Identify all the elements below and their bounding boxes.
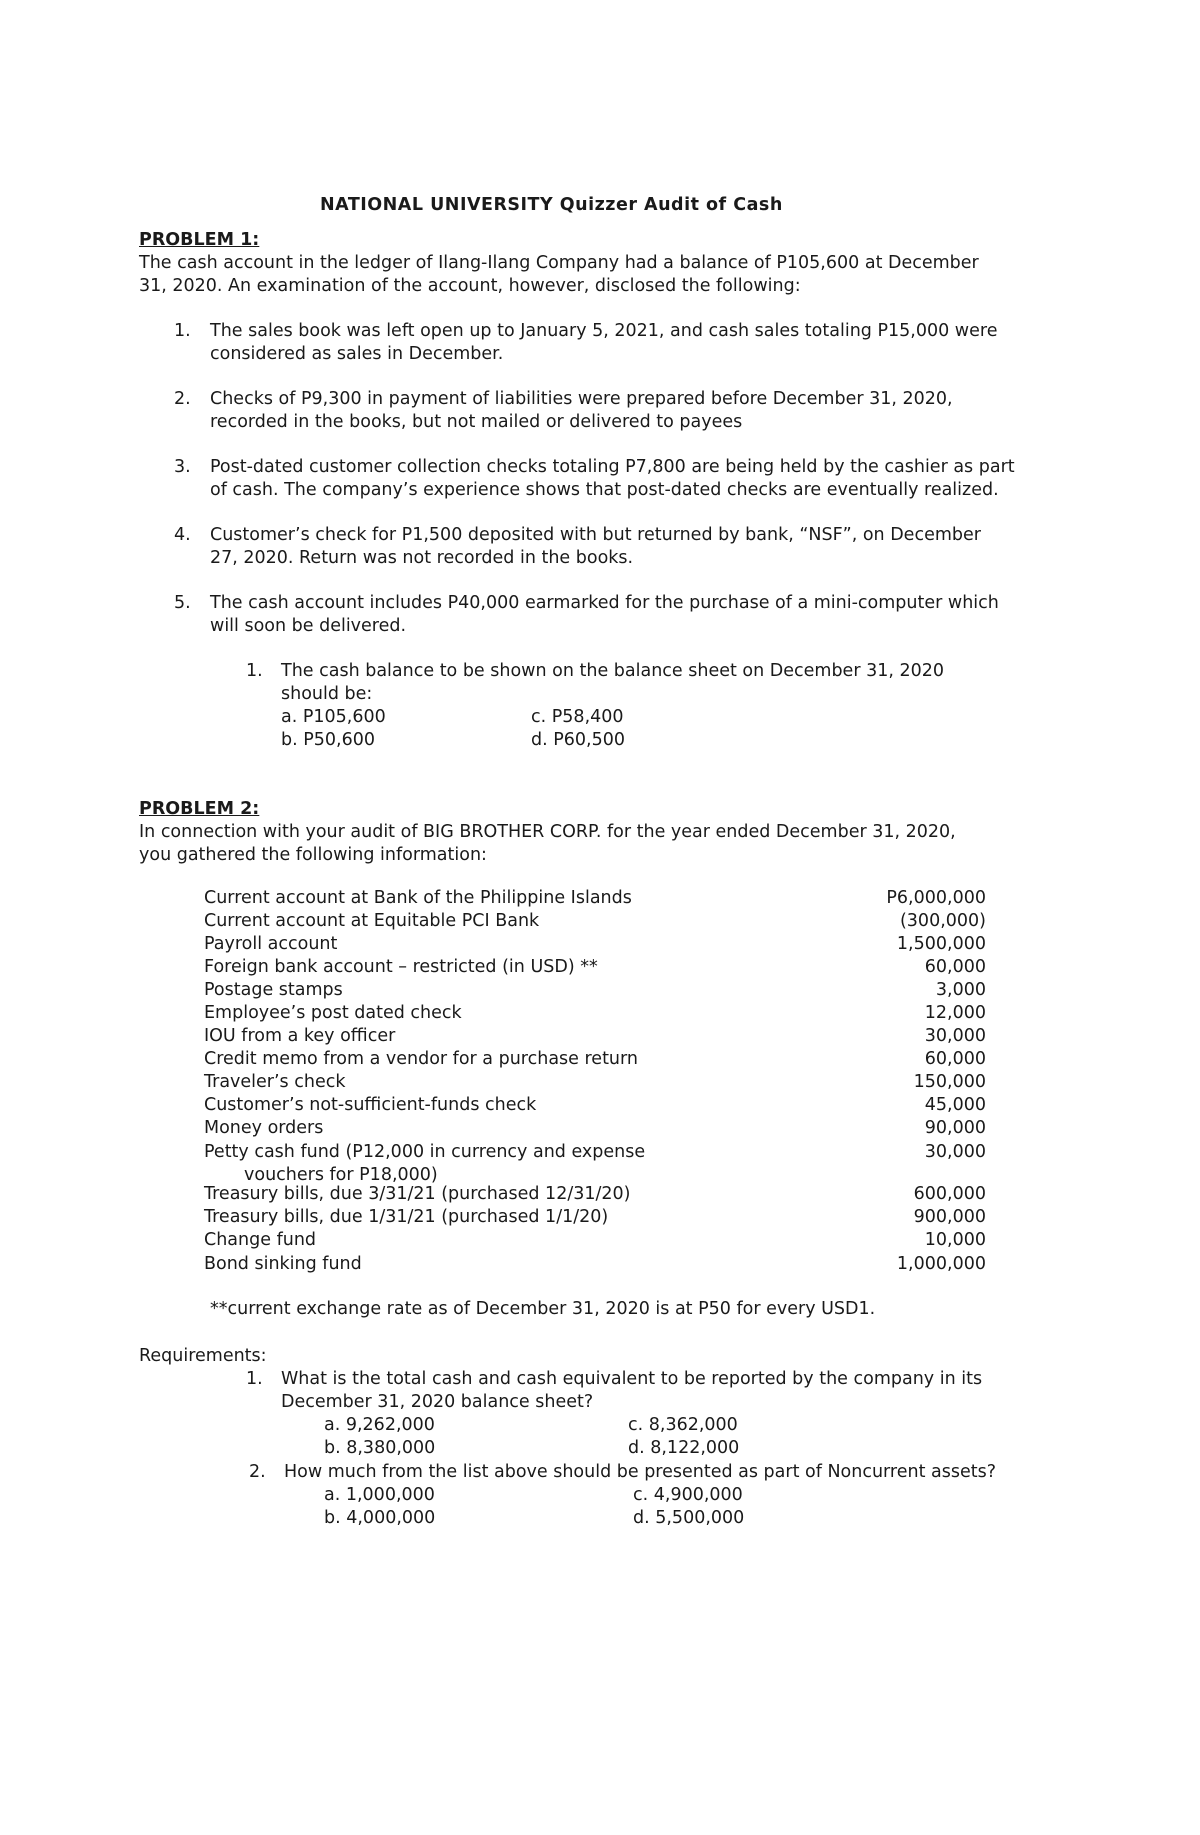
table-row-amount: 30,000 xyxy=(924,1026,986,1046)
item-text-line2: 27, 2020. Return was not recorded in the books. xyxy=(210,548,634,568)
item-text-line1: Customer’s check for P1,500 deposited with but returned by bank, “NSF”, on December xyxy=(210,525,981,545)
table-row-amount: 10,000 xyxy=(924,1230,986,1250)
item-text-line1: Post-dated customer collection checks totaling P7,800 are being held by the cashier as part xyxy=(210,457,1015,477)
item-text-line1: Checks of P9,300 in payment of liabilities were prepared before December 31, 2020, xyxy=(210,389,953,409)
choice-c: c. 4,900,000 xyxy=(633,1485,743,1505)
item-text-line2: will soon be delivered. xyxy=(210,616,407,636)
choice-a: a. P105,600 xyxy=(281,707,386,727)
table-row-label: Change fund xyxy=(204,1230,317,1250)
question-number: 1. xyxy=(246,661,263,681)
table-row-label: Credit memo from a vendor for a purchase return xyxy=(204,1049,638,1069)
problem2-intro-line1: In connection with your audit of BIG BROTHER CORP. for the year ended December 31, 2020, xyxy=(139,822,956,842)
item-number: 5. xyxy=(174,593,191,613)
table-row-label: Foreign bank account – restricted (in USD) ** xyxy=(204,957,598,977)
item-text-line2: recorded in the books, but not mailed or delivered to payees xyxy=(210,412,743,432)
footnote: **current exchange rate as of December 31, 2020 is at P50 for every USD1. xyxy=(210,1299,876,1319)
item-number: 4. xyxy=(174,525,191,545)
problem1-heading: PROBLEM 1: xyxy=(139,230,260,250)
table-row-amount: P6,000,000 xyxy=(886,888,986,908)
table-row-amount: 90,000 xyxy=(924,1118,986,1138)
problem2-heading: PROBLEM 2: xyxy=(139,799,260,819)
table-row-label: Current account at Bank of the Philippine Islands xyxy=(204,888,632,908)
question-number: 1. xyxy=(246,1369,263,1389)
page-title: NATIONAL UNIVERSITY Quizzer Audit of Cash xyxy=(320,195,783,215)
question-text-line2: should be: xyxy=(281,684,373,704)
table-row-label: Traveler’s check xyxy=(204,1072,346,1092)
problem2-intro-line2: you gathered the following information: xyxy=(139,845,487,865)
table-row-amount: 12,000 xyxy=(924,1003,986,1023)
choice-a: a. 9,262,000 xyxy=(324,1415,435,1435)
choice-b: b. 8,380,000 xyxy=(324,1438,436,1458)
table-row-label: Treasury bills, due 1/31/21 (purchased 1/1/20) xyxy=(204,1207,609,1227)
item-number: 2. xyxy=(174,389,191,409)
table-row-amount: 1,000,000 xyxy=(896,1254,986,1274)
item-number: 3. xyxy=(174,457,191,477)
table-row-label: Customer’s not-sufficient-funds check xyxy=(204,1095,537,1115)
question-text-line1: What is the total cash and cash equivalent to be reported by the company in its xyxy=(281,1369,983,1389)
table-row-amount: 3,000 xyxy=(935,980,986,1000)
item-text-line2: of cash. The company’s experience shows that post-dated checks are eventually realized. xyxy=(210,480,999,500)
table-row-amount: 1,500,000 xyxy=(896,934,986,954)
petty-cash-label-line2: vouchers for P18,000) xyxy=(244,1165,438,1185)
requirements-label: Requirements: xyxy=(139,1346,267,1366)
table-row-amount: 150,000 xyxy=(913,1072,986,1092)
choice-d: d. 8,122,000 xyxy=(628,1438,740,1458)
choice-b: b. P50,600 xyxy=(281,730,376,750)
item-text-line2: considered as sales in December. xyxy=(210,344,504,364)
item-text-line1: The sales book was left open up to January 5, 2021, and cash sales totaling P15,000 were xyxy=(210,321,998,341)
table-row-label: Money orders xyxy=(204,1118,324,1138)
choice-c: c. 8,362,000 xyxy=(628,1415,738,1435)
table-row-label: IOU from a key officer xyxy=(204,1026,396,1046)
problem1-intro-line2: 31, 2020. An examination of the account, however, disclosed the following: xyxy=(139,276,801,296)
table-row-amount: (300,000) xyxy=(899,911,986,931)
petty-cash-amount: 30,000 xyxy=(924,1142,986,1162)
choice-d: d. 5,500,000 xyxy=(633,1508,745,1528)
table-row-label: Bond sinking fund xyxy=(204,1254,362,1274)
table-row-label: Payroll account xyxy=(204,934,338,954)
table-row-label: Employee’s post dated check xyxy=(204,1003,462,1023)
item-number: 1. xyxy=(174,321,191,341)
table-row-amount: 900,000 xyxy=(913,1207,986,1227)
question-text-line1: How much from the list above should be presented as part of Noncurrent assets? xyxy=(284,1462,997,1482)
table-row-label: Current account at Equitable PCI Bank xyxy=(204,911,540,931)
choice-d: d. P60,500 xyxy=(531,730,626,750)
table-row-amount: 45,000 xyxy=(924,1095,986,1115)
question-number: 2. xyxy=(249,1462,266,1482)
question-text-line2: December 31, 2020 balance sheet? xyxy=(281,1392,594,1412)
choice-b: b. 4,000,000 xyxy=(324,1508,436,1528)
item-text-line1: The cash account includes P40,000 earmarked for the purchase of a mini-computer which xyxy=(210,593,999,613)
table-row-label: Treasury bills, due 3/31/21 (purchased 12/31/20) xyxy=(204,1184,631,1204)
table-row-amount: 60,000 xyxy=(924,957,986,977)
question-text-line1: The cash balance to be shown on the balance sheet on December 31, 2020 xyxy=(281,661,945,681)
choice-a: a. 1,000,000 xyxy=(324,1485,435,1505)
table-row-amount: 60,000 xyxy=(924,1049,986,1069)
table-row-amount: 600,000 xyxy=(913,1184,986,1204)
problem1-intro-line1: The cash account in the ledger of Ilang-Ilang Company had a balance of P105,600 at December xyxy=(139,253,979,273)
table-row-label: Postage stamps xyxy=(204,980,343,1000)
petty-cash-label-line1: Petty cash fund (P12,000 in currency and expense xyxy=(204,1142,646,1162)
choice-c: c. P58,400 xyxy=(531,707,624,727)
